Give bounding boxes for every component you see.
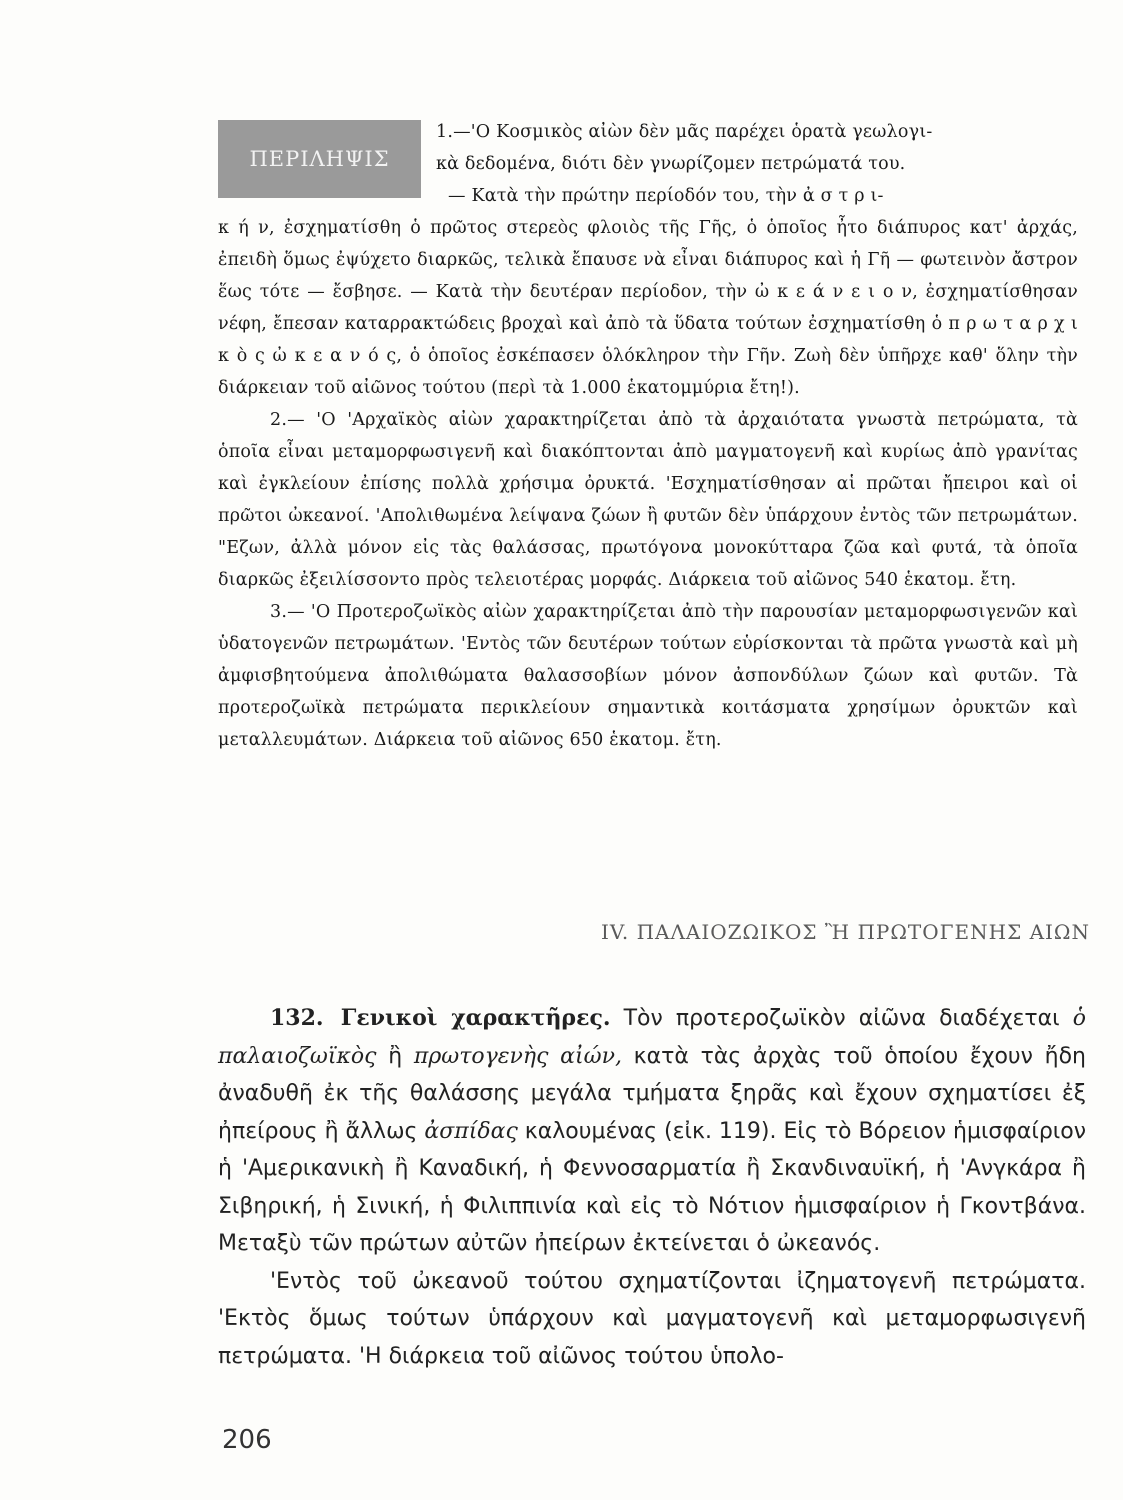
- body-paragraph-1: [218, 1000, 1086, 1263]
- summary-paragraph-1-rest: κ ή ν, ἐσχηματίσθη ὁ πρῶτος στερεὸς φλοιὸς τῆς Γῆς, ὁ ὁποῖος ἦτο διάπυρος κατ' ἀρχάς, ἐπειδὴ ὅμως ἐψύχετο διαρκῶς, τελικὰ ἔπαυσε νὰ εἶναι διάπυρος καὶ ἡ Γῆ — φωτεινὸν ἄστρον ἕως τότε — ἔσβησε. — Κατὰ τὴν δευτέραν περίοδον, τὴν ὠ κ ε ά ν ε ι ο ν, ἐσχηματίσθησαν νέφη, ἔπεσαν καταρρακτώδεις βροχαὶ καὶ ἀπὸ τὰ ὕδατα τούτων ἐσχηματίσθη ὁ π ρ ω τ α ρ χ ι κ ὸ ς ὠ κ ε α ν ό ς, ὁ ὁποῖος ἐσκέπασεν ὁλόκληρον τὴν Γῆν. Ζωὴ δὲν ὑπῆρχε καθ' ὅλην τὴν διάρκειαν τοῦ αἰῶνος τούτου (περὶ τὰ 1.000 ἑκατομμύρια ἔτη!).: [218, 218, 1078, 398]
- summary-section: [218, 116, 1078, 756]
- paragraph-heading: Γενικοὶ χαρακτῆρες.: [340, 1005, 611, 1031]
- summary-line-3: — Κατὰ τὴν πρώτην περίοδόν του, τὴν ἀ σ τ ρ ι-: [448, 186, 884, 206]
- summary-paragraph-1: [218, 116, 1078, 404]
- body-italic-3: ἀσπίδας: [424, 1118, 518, 1144]
- summary-paragraph-3: 3.— 'Ο Προτεροζωϊκὸς αἰὼν χαρακτηρίζεται ἀπὸ τὴν παρουσίαν μεταμορφωσιγενῶν καὶ ὑδατογενῶν πετρωμάτων. 'Εντὸς τῶν δευτέρων τούτων εὑρίσκονται τὰ πρῶτα γνωστὰ καὶ μὴ ἀμφισβητούμενα ἀπολιθώματα θαλασσοβίων μόνον ἀσπονδύλων ζώων καὶ φυτῶν. Τὰ προτεροζωϊκὰ πετρώματα περικλείουν σημαντικὰ κοιτάσματα χρησίμων ὀρυκτῶν καὶ μεταλλευμάτων. Διάρκεια τοῦ αἰῶνος 650 ἑκατομ. ἔτη.: [218, 602, 1078, 750]
- summary-paragraph-2: 2.— 'Ο 'Αρχαϊκὸς αἰὼν χαρακτηρίζεται ἀπὸ τὰ ἀρχαιότατα γνωστὰ πετρώματα, τὰ ὁποῖα εἶναι μεταμορφωσιγενῆ καὶ διακόπτονται ἀπὸ μαγματογενῆ καὶ κυρίως ἀπὸ γρανίτας καὶ ἐγκλείουν ἐπίσης πολλὰ χρήσιμα ὀρυκτά. 'Εσχηματίσθησαν αἱ πρῶται ἤπειροι καὶ οἱ πρῶτοι ὠκεανοί. 'Απολιθωμένα λείψανα ζώων ἢ φυτῶν δὲν ὑπάρχουν ἐντὸς τῶν πετρωμάτων. "Εζων, ἀλλὰ μόνον εἰς τὰς θαλάσσας, πρωτόγονα μονοκύτταρα ζῶα καὶ φυτά, τὰ ὁποῖα διαρκῶς ἐξειλίσσοντο πρὸς τελειοτέρας μορφάς. Διάρκεια τοῦ αἰῶνος 540 ἑκατομ. ἔτη.: [218, 410, 1078, 590]
- paragraph-number: 132.: [270, 1005, 324, 1031]
- main-text: [218, 1000, 1086, 1375]
- section-title: IV. ΠΑΛΑΙΟΖΩΙΚΟΣ Ἢ ΠΡΩΤΟΓΕΝΗΣ ΑΙΩΝ: [601, 920, 1090, 944]
- body-paragraph-2: 'Εντὸς τοῦ ὠκεανοῦ τούτου σχηματίζονται ἰζηματογενῆ πετρώματα. 'Εκτὸς ὅμως τούτων ὑπάρχουν καὶ μαγματογενῆ καὶ μεταμορφωσιγενῆ πετρώματα. 'Η διάρκεια τοῦ αἰῶνος τούτου ὑπολο-: [218, 1268, 1086, 1369]
- page-number: 206: [222, 1425, 272, 1455]
- summary-line-2: κὰ δεδομένα, διότι δὲν γνωρίζομεν πετρώματά του.: [436, 154, 906, 174]
- body-text-b: ἢ: [388, 1043, 403, 1069]
- body-text-a: Τὸν προτεροζωϊκὸν αἰῶνα διαδέχεται: [623, 1006, 1060, 1031]
- body-text-d: καλουμένας (εἰκ. 119). Εἰς τὸ Βόρειον ἡμισφαίριον ἡ 'Αμερικανικὴ ἢ Καναδική, ἡ Φεννοσαρματία ἢ Σκανδιναυϊκή, ἡ 'Ανγκάρα ἢ Σιβηρική, ἡ Σινική, ἡ Φιλιππινία καὶ εἰς τὸ Νότιον ἡμισφαίριον ἡ Γκοντβάνα. Μεταξὺ τῶν πρώτων αὐτῶν ἠπείρων ἐκτείνεται ὁ ὠκεανός.: [218, 1118, 1086, 1256]
- summary-line-1: 1.—'Ο Κοσμικὸς αἰὼν δὲν μᾶς παρέχει ὁρατὰ γεωλογι-: [436, 122, 933, 142]
- summary-label: ΠΕΡΙΛΗΨΙΣ: [249, 147, 390, 171]
- body-italic-1: ὁ παλαιοζωϊκὸς: [218, 1006, 1086, 1069]
- body-italic-2: πρωτογενὴς αἰών,: [413, 1043, 622, 1069]
- body-text-c: κατὰ τὰς ἀρχὰς τοῦ ὁποίου ἔχουν ἤδη ἀναδυθῆ ἐκ τῆς θαλάσσης μεγάλα τμήματα ξηρᾶς καὶ ἔχουν σχηματίσει ἐξ ἠπείρους ἢ ἄλλως: [218, 1043, 1087, 1144]
